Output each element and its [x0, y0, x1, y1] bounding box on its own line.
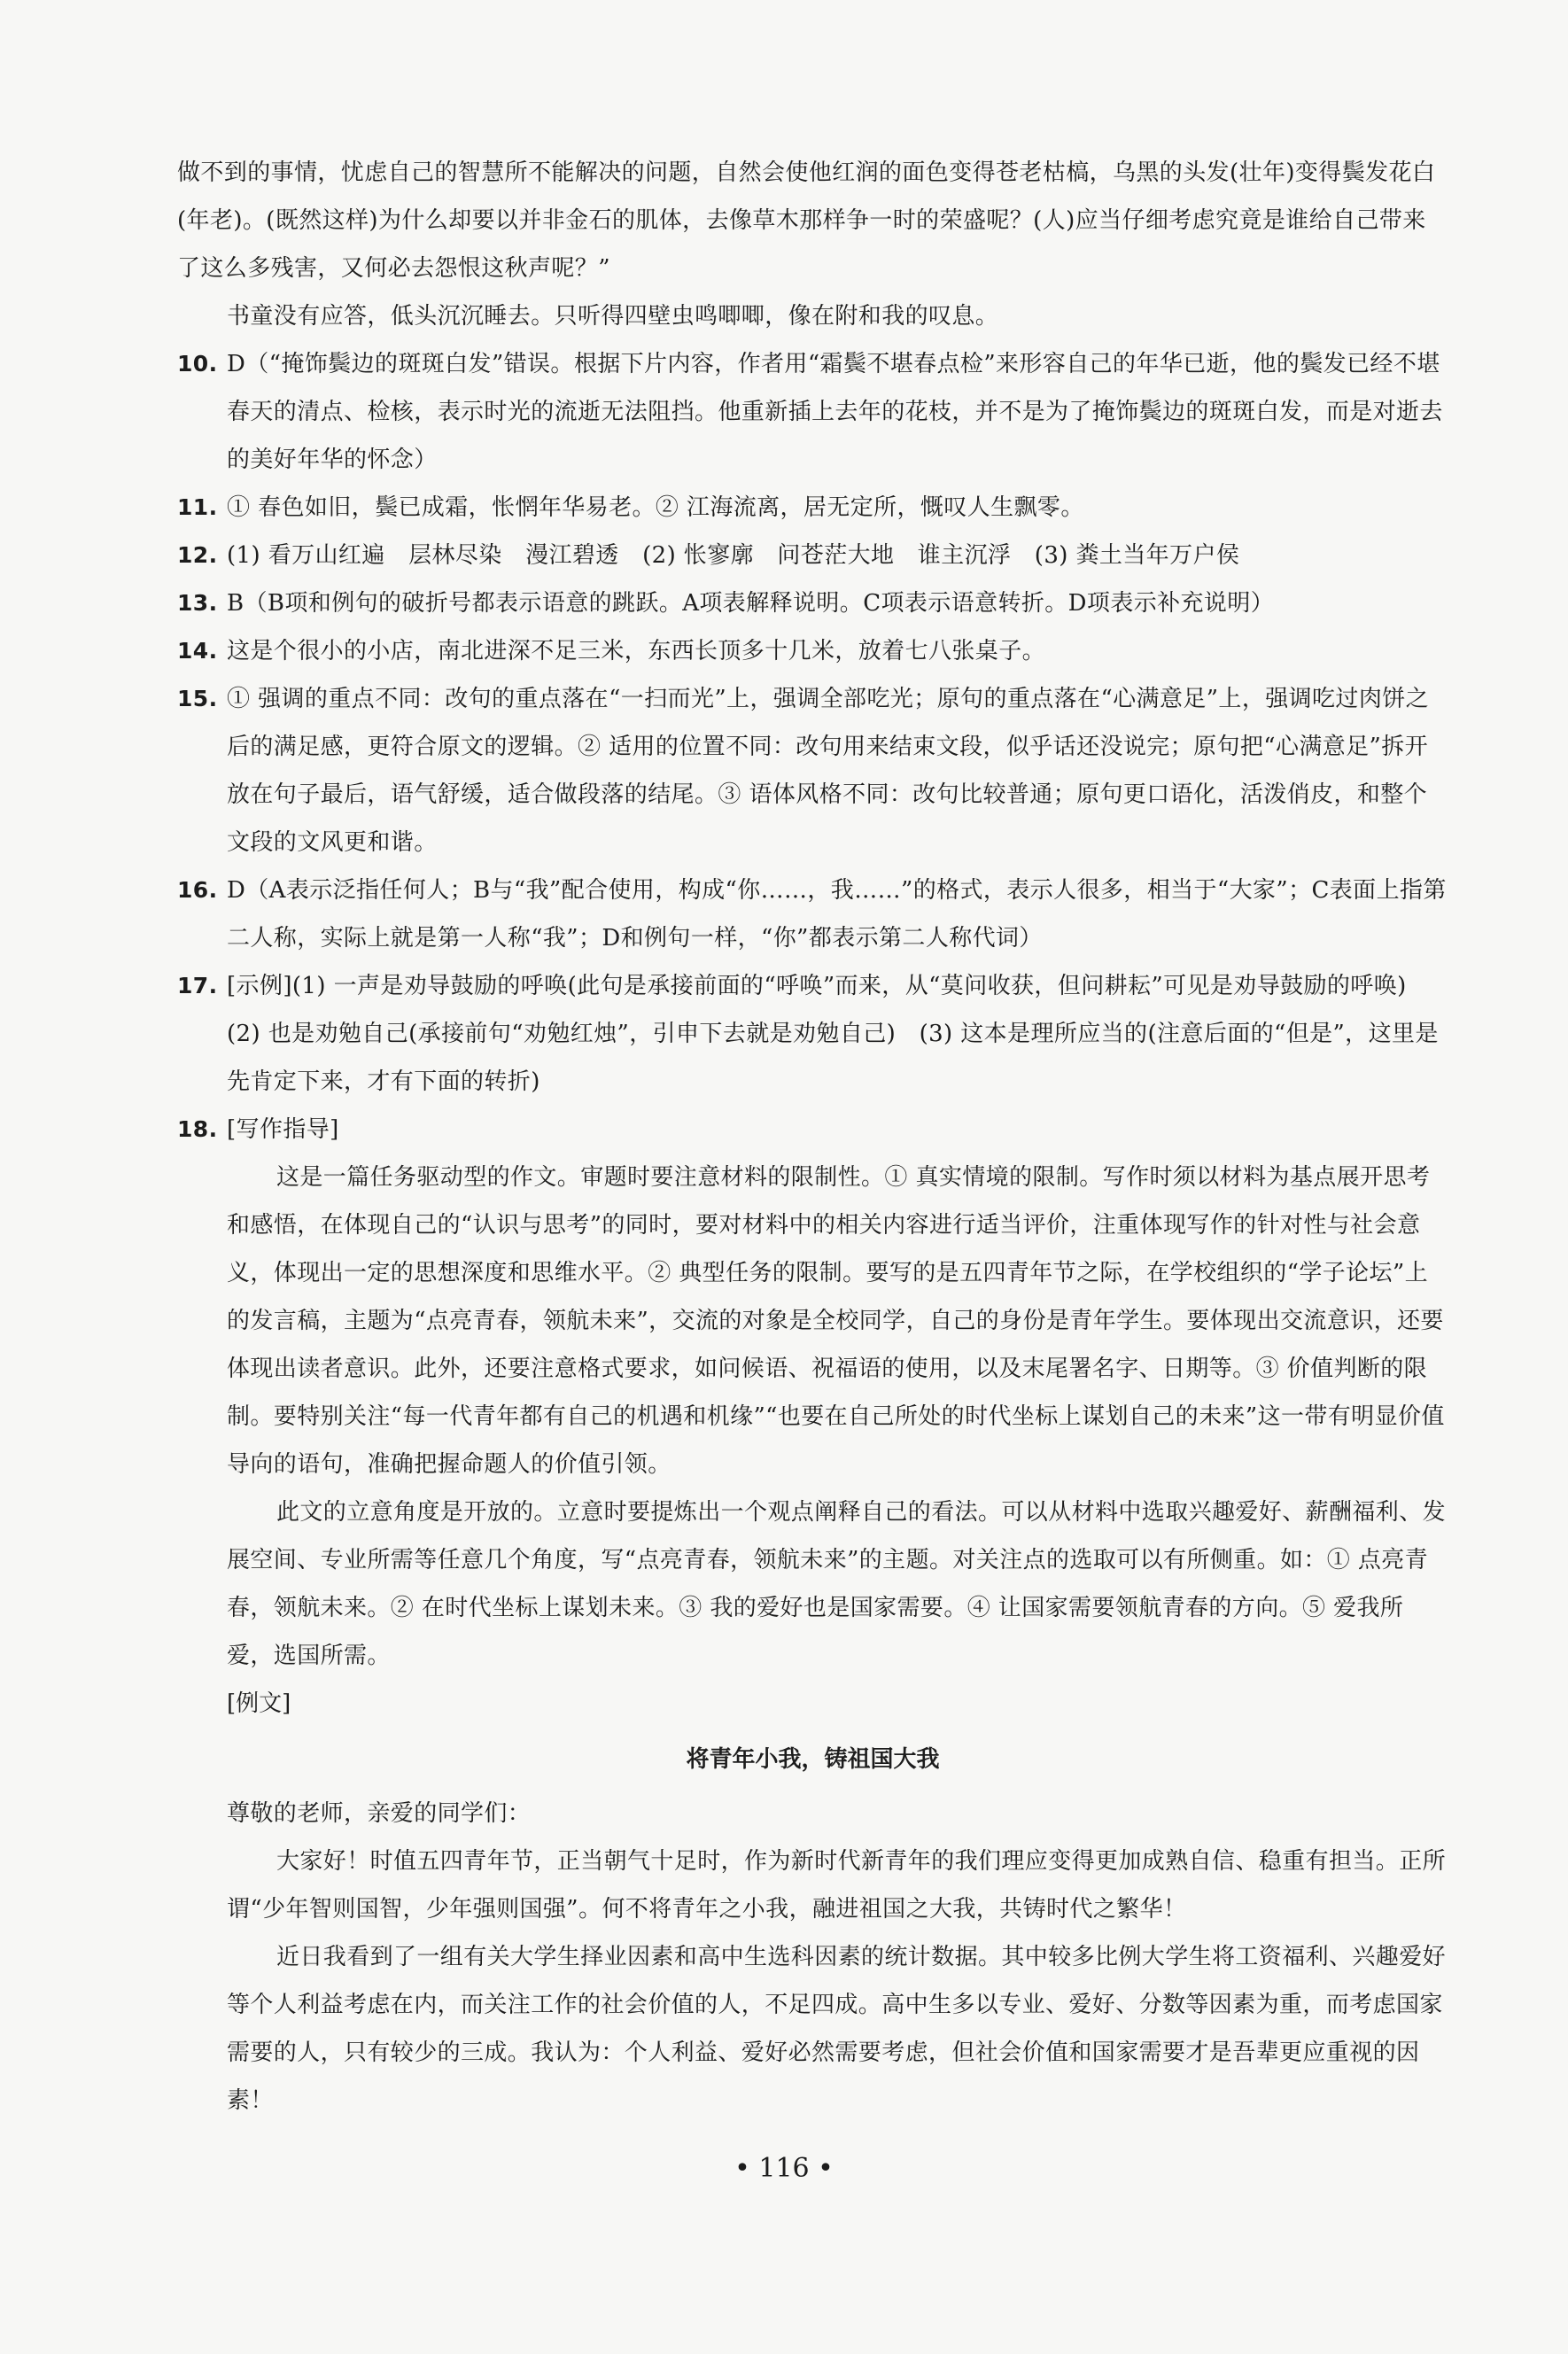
item-number: 13.: [177, 590, 218, 616]
answer-item-18: [177, 1106, 1448, 1154]
item-number: 18.: [177, 1116, 218, 1142]
intro-paragraph-1: 做不到的事情，忧虑自己的智慧所不能解决的问题，自然会使他红润的面色变得苍老枯槁，乌黑的头发(壮年)变得鬓发花白(年老)。(既然这样)为什么却要以并非金石的肌体，去像草木那样争一时的荣盛呢？(人)应当仔细考虑究竟是谁给自己带来了这么多残害，又何必去怨恨这秋声呢？”: [177, 159, 1436, 282]
item-text: D（“掩饰鬓边的斑斑白发”错误。根据下片内容，作者用“霜鬓不堪春点检”来形容自己的年华已逝，他的鬓发已经不堪春天的清点、检核，表示时光的流逝无法阻挡。他重新插上去年的花枝，并不是为了掩饰鬓边的斑斑白发，而是对逝去的美好年华的怀念）: [227, 351, 1443, 473]
essay-paragraph-2: 近日我看到了一组有关大学生择业因素和高中生选科因素的统计数据。其中较多比例大学生将工资福利、兴趣爱好等个人利益考虑在内，而关注工作的社会价值的人，不足四成。高中生多以专业、爱好、分数等因素为重，而考虑国家需要的人，只有较少的三成。我认为：个人利益、爱好必然需要考虑，但社会价值和国家需要才是吾辈更应重视的因素！: [227, 1944, 1447, 2114]
intro-paragraph-2: 书童没有应答，低头沉沉睡去。只听得四壁虫鸣唧唧，像在附和我的叹息。: [227, 303, 999, 330]
item-number: 12.: [177, 542, 218, 568]
item-number: 15.: [177, 686, 218, 711]
essay-paragraph-1: 大家好！时值五四青年节，正当朝气十足时，作为新时代新青年的我们理应变得更加成熟自信、稳重有担当。正所谓“少年智则国智，少年强则国强”。何不将青年之小我，融进祖国之大我，共铸时代之繁华！: [227, 1848, 1447, 1923]
answer-item-16: [177, 866, 1448, 962]
example-essay-label: [例文]: [227, 1690, 291, 1717]
writing-guide-paragraph-2: 此文的立意角度是开放的。立意时要提炼出一个观点阐释自己的看法。可以从材料中选取兴趣爱好、薪酬福利、发展空间、专业所需等任意几个角度，写“点亮青春，领航未来”的主题。对关注点的选取可以有所侧重。如：① 点亮青春，领航未来。② 在时代坐标上谋划未来。③ 我的爱好也是国家需要。④ 让国家需要领航青春的方向。⑤ 爱我所爱，选国所需。: [227, 1499, 1447, 1669]
bullet-right: •: [818, 2153, 834, 2184]
bullet-left: •: [734, 2153, 750, 2184]
answer-item-11: [177, 484, 1448, 532]
item-text: D（A表示泛指任何人；B与“我”配合使用，构成“你……，我……”的格式，表示人很多，相当于“大家”；C表面上指第二人称，实际上就是第一人称“我”；D和例句一样，“你”都表示第二人称代词）: [227, 877, 1447, 952]
page-footer: [0, 2153, 1568, 2184]
writing-guide-label: [写作指导]: [227, 1116, 339, 1143]
page-content: [177, 149, 1448, 2125]
item-text: ① 春色如旧，鬓已成霜，怅惘年华易老。② 江海流离，居无定所，慨叹人生飘零。: [227, 494, 1084, 521]
answer-item-17: [177, 962, 1448, 1106]
item-text: (1) 看万山红遍 层林尽染 漫江碧透 (2) 怅寥廓 问苍茫大地 谁主沉浮 (3) 粪土当年万户侯: [227, 542, 1240, 569]
essay-title: 将青年小我，铸祖国大我: [686, 1746, 940, 1773]
answer-item-15: [177, 675, 1448, 866]
item-number: 10.: [177, 351, 218, 377]
item-number: 14.: [177, 638, 218, 664]
item-text: [示例](1) 一声是劝导鼓励的呼唤(此句是承接前面的“呼唤”而来，从“莫问收获，但问耕耘”可见是劝导鼓励的呼唤) (2) 也是劝勉自己(承接前句“劝勉红烛”，引申下去就是劝勉自己) (3) 这本是理所应当的(注意后面的“但是”，这里是先肯定下来，才有下面的转折): [227, 973, 1439, 1095]
essay-greeting: 尊敬的老师，亲爱的同学们：: [227, 1800, 532, 1827]
item-number: 16.: [177, 877, 218, 903]
item-text: ① 强调的重点不同：改句的重点落在“一扫而光”上，强调全部吃光；原句的重点落在“心满意足”上，强调吃过肉饼之后的满足感，更符合原文的逻辑。② 适用的位置不同：改句用来结束文段，似乎话还没说完；原句把“心满意足”拆开放在句子最后，语气舒缓，适合做段落的结尾。③ 语体风格不同：改句比较普通；原句更口语化，活泼俏皮，和整个文段的文风更和谐。: [227, 686, 1430, 856]
answer-item-10: [177, 340, 1448, 484]
answer-item-12: [177, 532, 1448, 579]
writing-guide-paragraph-1: 这是一篇任务驱动型的作文。审题时要注意材料的限制性。① 真实情境的限制。写作时须以材料为基点展开思考和感悟，在体现自己的“认识与思考”的同时，要对材料中的相关内容进行适当评价，注重体现写作的针对性与社会意义，体现出一定的思想深度和思维水平。② 典型任务的限制。要写的是五四青年节之际，在学校组织的“学子论坛”上的发言稿，主题为“点亮青春，领航未来”，交流的对象是全校同学，自己的身份是青年学生。要体现出交流意识，还要体现出读者意识。此外，还要注意格式要求，如问候语、祝福语的使用，以及末尾署名字、日期等。③ 价值判断的限制。要特别关注“每一代青年都有自己的机遇和机缘”“也要在自己所处的时代坐标上谋划自己的未来”这一带有明显价值导向的语句，准确把握命题人的价值引领。: [227, 1164, 1445, 1478]
item-text: B（B项和例句的破折号都表示语意的跳跃。A项表解释说明。C项表示语意转折。D项表示补充说明）: [227, 590, 1275, 617]
answer-item-13: [177, 579, 1448, 627]
item-number: 11.: [177, 494, 218, 520]
item-text: 这是个很小的小店，南北进深不足三米，东西长顶多十几米，放着七八张桌子。: [227, 638, 1046, 664]
page-number: 116: [758, 2153, 810, 2184]
answer-item-14: [177, 627, 1448, 675]
item-number: 17.: [177, 973, 218, 998]
